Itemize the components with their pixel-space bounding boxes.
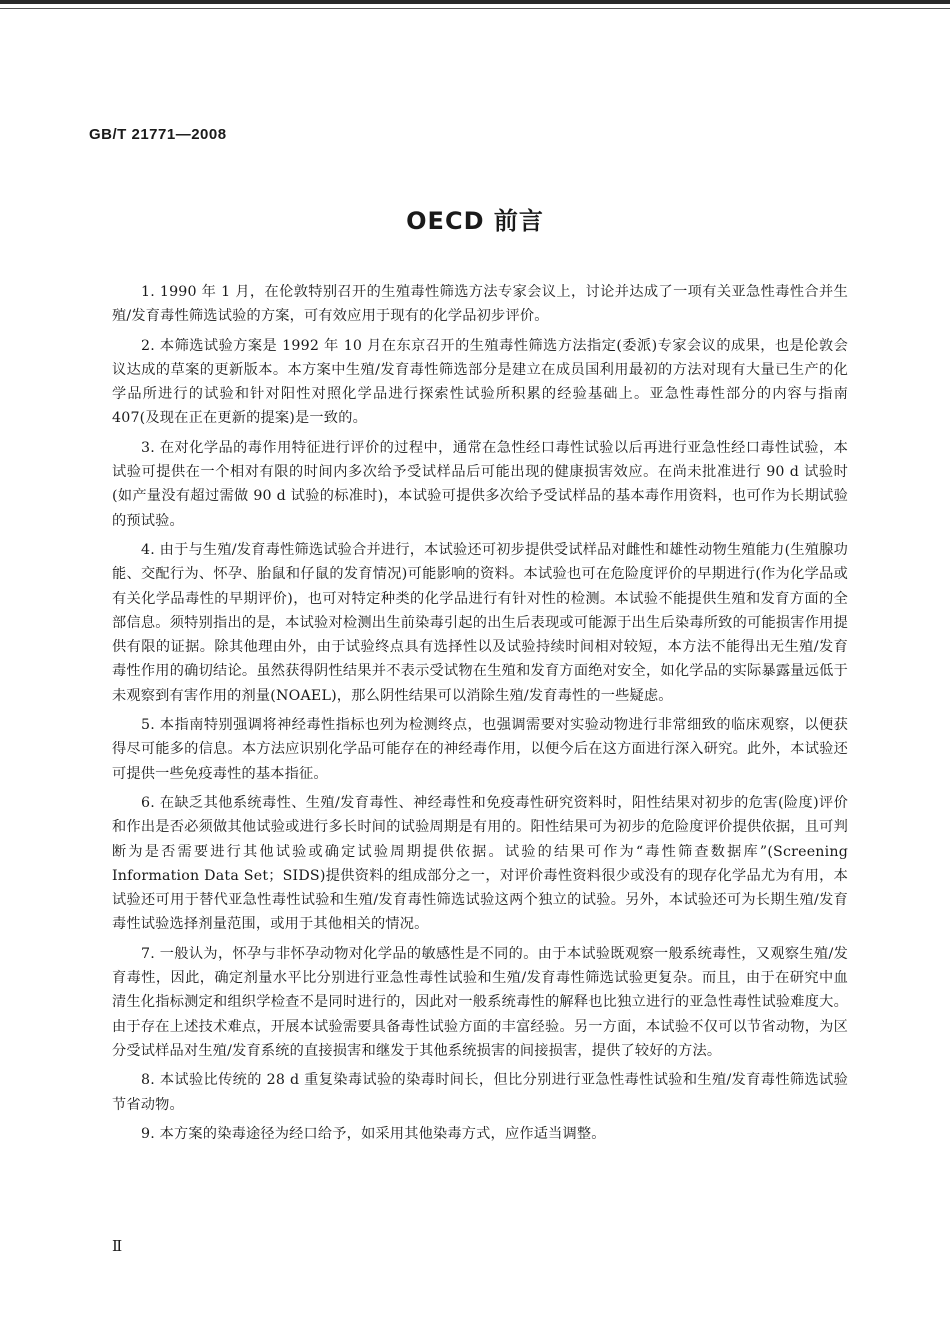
page-number: Ⅱ bbox=[112, 1237, 123, 1255]
paragraph-1: 1. 1990 年 1 月，在伦敦特别召开的生殖毒性筛选方法专家会议上，讨论并达成了一项有关亚急性毒性合并生殖/发育毒性筛选试验的方案，可有效应用于现有的化学品初步评价。 bbox=[112, 284, 848, 325]
paragraph-3: 3. 在对化学品的毒作用特征进行评价的过程中，通常在急性经口毒性试验以后再进行亚急性经口毒性试验，本试验可提供在一个相对有限的时间内多次给予受试样品后可能出现的健康损害效应。在尚未批准进行 90 d 试验时(如产量没有超过需做 90 d 试验的标准时)，本试验可提供多次给予受试样品的基本毒作用资料，也可作为长期试验的预试验。 bbox=[112, 439, 848, 529]
paragraph-4: 4. 由于与生殖/发育毒性筛选试验合并进行，本试验还可初步提供受试样品对雌性和雄性动物生殖能力(生殖腺功能、交配行为、怀孕、胎鼠和仔鼠的发育情况)可能影响的资料。本试验也可在危险度评价的早期进行(作为化学品或有关化学品毒性的早期评价)，也可对特定种类的化学品进行有针对性的检测。本试验不能提供生殖和发育方面的全部信息。须特别指出的是，本试验对检测出生前染毒引起的出生后表现或可能源于出生后染毒所致的可能损害作用提供有限的证据。除其他理由外，由于试验终点具有选择性以及试验持续时间相对较短，本方法不能得出无生殖/发育毒性作用的确切结论。虽然获得阴性结果并不表示受试物在生殖和发育方面绝对安全，如化学品的实际暴露量远低于未观察到有害作用的剂量(NOAEL)，那么阴性结果可以消除生殖/发育毒性的一些疑虑。 bbox=[112, 541, 848, 704]
document-body bbox=[112, 280, 848, 1146]
page-title: OECD 前言 bbox=[406, 207, 544, 235]
paragraph-9: 9. 本方案的染毒途径为经口给予，如采用其他染毒方式，应作适当调整。 bbox=[141, 1125, 606, 1142]
paragraph-7: 7. 一般认为，怀孕与非怀孕动物对化学品的敏感性是不同的。由于本试验既观察一般系统毒性，又观察生殖/发育毒性，因此，确定剂量水平比分别进行亚急性毒性试验和生殖/发育毒性筛选试验更复杂。而且，由于在研究中血清生化指标测定和组织学检查不是同时进行的，因此对一般系统毒性的解释也比独立进行的亚急性毒性试验难度大。由于存在上述技术难点，开展本试验需要具备毒性试验方面的丰富经验。另一方面，本试验不仅可以节省动物，为区分受试样品对生殖/发育系统的直接损害和继发于其他系统损害的间接损害，提供了较好的方法。 bbox=[112, 945, 848, 1059]
paragraph-5: 5. 本指南特别强调将神经毒性指标也列为检测终点，也强调需要对实验动物进行非常细致的临床观察，以便获得尽可能多的信息。本方法应识别化学品可能存在的神经毒作用，以便今后在这方面进行深入研究。此外，本试验还可提供一些免疫毒性的基本指征。 bbox=[112, 717, 848, 782]
paragraph-2: 2. 本筛选试验方案是 1992 年 10 月在东京召开的生殖毒性筛选方法指定(委派)专家会议的成果，也是伦敦会议达成的草案的更新版本。本方案中生殖/发育毒性筛选部分是建立在成员国利用最初的方法对现有大量已生产的化学品所进行的试验和针对阳性对照化学品进行探索性试验所积累的经验基础上。亚急性毒性部分的内容与指南 407(及现在正在更新的提案)是一致的。 bbox=[112, 337, 848, 427]
paragraph-8: 8. 本试验比传统的 28 d 重复染毒试验的染毒时间长，但比分别进行亚急性毒性试验和生殖/发育毒性筛选试验节省动物。 bbox=[112, 1072, 848, 1113]
paragraph-6: 6. 在缺乏其他系统毒性、生殖/发育毒性、神经毒性和免疫毒性研究资料时，阳性结果对初步的危害(险度)评价和作出是否必须做其他试验或进行多长时间的试验周期是有用的。阳性结果可为初步的危险度评价提供依据，且可判断为是否需要进行其他试验或确定试验周期提供依据。试验的结果可作为“毒性筛查数据库”(Screening Information Data Set；SIDS)提供资料的组成部分之一，对评价毒性资料很少或没有的现存化学品尤为有用，本试验还可用于替代亚急性毒性试验和生殖/发育毒性筛选试验这两个独立的试验。另外，本试验还可为长期生殖/发育毒性试验选择剂量范围，或用于其他相关的情况。 bbox=[112, 794, 848, 933]
standard-number: GB/T 21771—2008 bbox=[89, 126, 227, 143]
header-rule-thin bbox=[0, 8, 950, 9]
header-rule bbox=[0, 0, 950, 4]
